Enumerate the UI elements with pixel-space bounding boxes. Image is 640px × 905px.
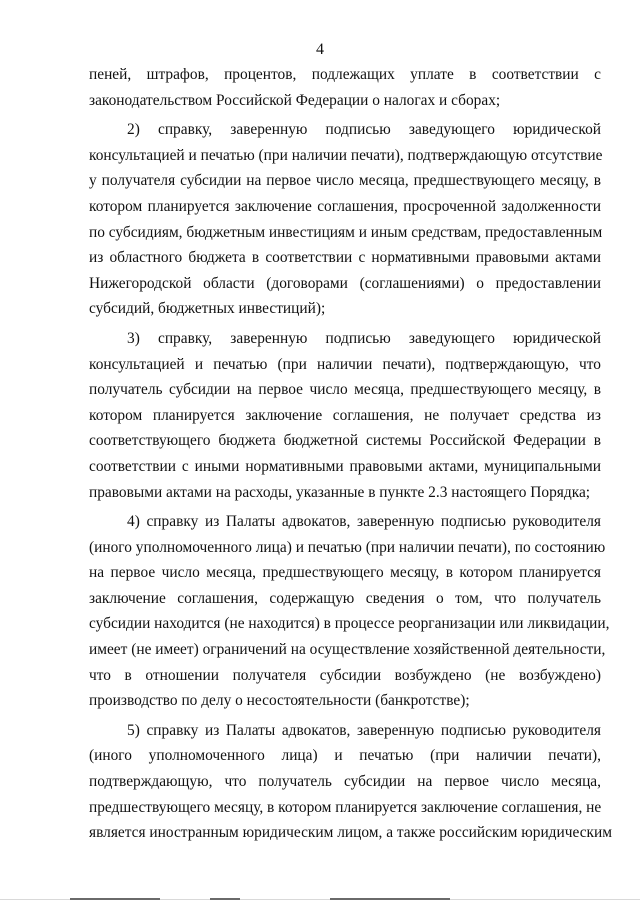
page-number: 4 (316, 41, 324, 58)
text-line: предшествующего месяцу, в котором планируется заключение соглашения, не (89, 798, 602, 816)
text-line: субсидии находится (не находится) в процессе реорганизации или ликвидации, (89, 615, 610, 633)
text-line: имеет (не имеет) ограничений на осуществление хозяйственной деятельности, (89, 641, 606, 659)
text-line: субсидий, бюджетных инвестиций); (89, 300, 326, 318)
scan-edge-mark (70, 898, 160, 900)
text-line: на первое число месяца, предшествующего месяцу, в котором планируется (89, 564, 601, 582)
text-line: пеней, штрафов, процентов, подлежащих уплате в соответствии с (89, 66, 601, 83)
text-line: соответствующего бюджета бюджетной системы Российской Федерации в (89, 432, 601, 450)
text-line: 3) справку, заверенную подписью заведующего юридической (127, 329, 601, 347)
text-line: консультацией и печатью (при наличии печати), подтверждающую, что (89, 355, 601, 373)
text-line: заключение соглашения, содержащую сведения о том, что получатель (89, 589, 601, 607)
text-line: соответствии с иными нормативными правовыми актами, муниципальными (89, 457, 601, 475)
text-line: 4) справку из Палаты адвокатов, заверенную подписью руководителя (127, 513, 601, 531)
text-line: 2) справку, заверенную подписью заведующего юридической (127, 121, 601, 139)
text-line: подтверждающую, что получатель субсидии на первое число месяца, (89, 773, 601, 791)
text-line: котором планируется заключение соглашения, не получает средства из (89, 406, 601, 424)
text-line: по субсидиям, бюджетным инвестициям и иным средствам, предоставленным (89, 223, 603, 241)
text-line: получатель субсидии на первое число месяца, предшествующего месяцу, в (89, 381, 601, 399)
text-line: (иного уполномоченного лица) и печатью (при наличии печати), по состоянию (89, 538, 606, 556)
scan-edge-mark (330, 898, 450, 900)
text-line: что в отношении получателя субсидии возбуждено (не возбуждено) (89, 666, 601, 684)
text-line: у получателя субсидии на первое число месяца, предшествующего месяцу, в (89, 172, 601, 190)
paragraph-item-5 (89, 718, 612, 846)
paragraph-continuation (89, 62, 601, 113)
paragraph-item-4 (89, 509, 610, 714)
text-line: является иностранным юридическим лицом, а также российским юридическим (89, 824, 612, 842)
text-line: консультацией и печатью (при наличии печати), подтверждающую отсутствие (89, 146, 603, 164)
document-body (89, 62, 612, 846)
text-line: из областного бюджета в соответствии с нормативными правовыми актами (89, 249, 601, 267)
paragraph-item-2 (89, 117, 601, 322)
text-line: котором планируется заключение соглашения, просроченной задолженности (89, 197, 601, 215)
text-line: производство по делу о несостоятельности (банкротстве); (89, 692, 470, 710)
text-line: законодательством Российской Федерации о налогах и сборах; (89, 91, 501, 109)
text-line: (иного уполномоченного лица) и печатью (при наличии печати), (89, 747, 601, 765)
text-line: 5) справку из Палаты адвокатов, заверенную подписью руководителя (127, 721, 601, 739)
scan-edge-mark (210, 898, 240, 900)
text-line: Нижегородской области (договорами (соглашениями) о предоставлении (89, 274, 601, 292)
paragraph-item-3 (89, 326, 601, 505)
text-line: правовыми актами на расходы, указанные в пункте 2.3 настоящего Порядка; (89, 483, 591, 501)
